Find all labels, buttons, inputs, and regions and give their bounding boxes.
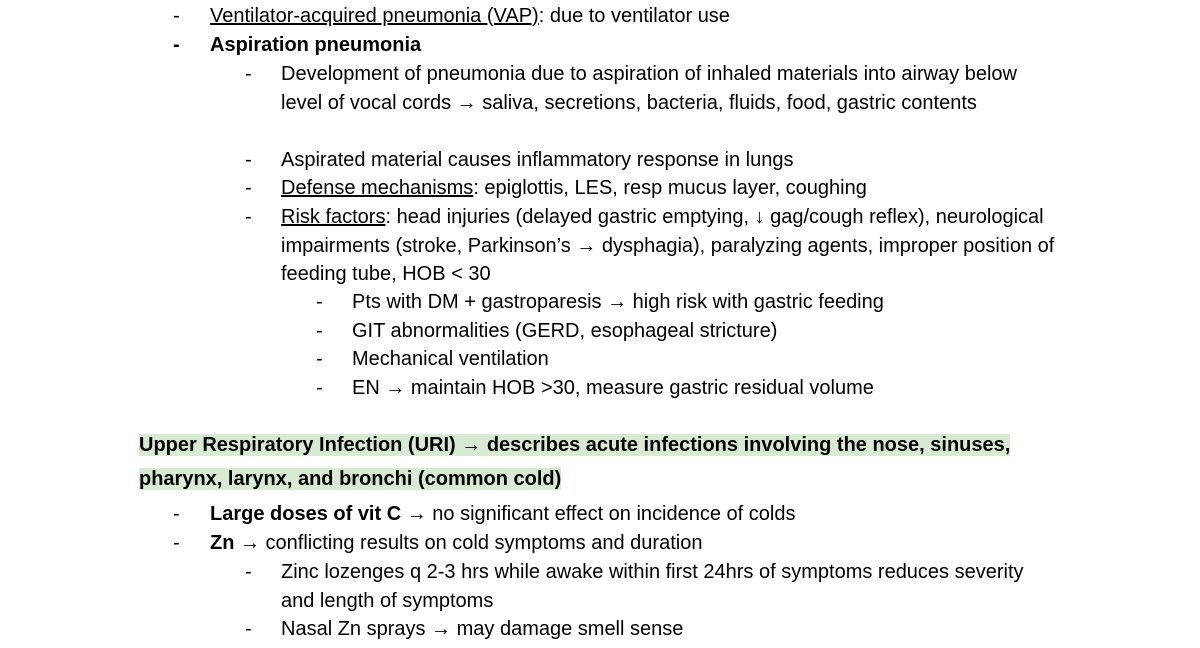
bullet-dash: - bbox=[316, 320, 323, 342]
vap-text: : due to ventilator use bbox=[538, 5, 730, 27]
uri-heading-text: Upper Respiratory Infection (URI) → describes acute infections involving the nose, sinuses, pharynx, larynx, and bronchi (common cold) bbox=[139, 434, 1011, 490]
risk-text: : head injuries (delayed gastric emptying, ↓ gag/cough reflex), neurological impairments (stroke, Parkinson’s → dysphagia), paralyzing agents, improper position of feeding tube, HOB < 30 bbox=[281, 206, 1055, 286]
zn-sub-text: Zinc lozenges q 2-3 hrs while awake within first 24hrs of symptoms reduces severity and length of symptoms bbox=[281, 561, 1024, 612]
bullet-dash: - bbox=[245, 561, 252, 583]
bullet-dash: - bbox=[245, 63, 252, 85]
zn-label: Zn bbox=[210, 532, 235, 554]
vap-label: Ventilator-acquired pneumonia (VAP) bbox=[210, 5, 539, 27]
bullet-dash: - bbox=[316, 291, 323, 313]
zn-text: → conflicting results on cold symptoms and duration bbox=[234, 532, 703, 554]
zn-sub-text: Nasal Zn sprays → may damage smell sense bbox=[281, 618, 684, 640]
bullet-dash: - bbox=[173, 5, 180, 27]
bullet-dash: - bbox=[173, 34, 180, 56]
development-text: Development of pneumonia due to aspiration of inhaled materials into airway below level of vocal cords → saliva, secretions, bacteria, fluids, food, gastric contents bbox=[281, 63, 1017, 114]
bullet-dash: - bbox=[173, 503, 180, 525]
aspiration-heading: Aspiration pneumonia bbox=[210, 34, 422, 56]
defense-text: : epiglottis, LES, resp mucus layer, coughing bbox=[473, 177, 867, 199]
aspirated-material-text: Aspirated material causes inflammatory response in lungs bbox=[281, 149, 794, 171]
bullet-dash: - bbox=[316, 348, 323, 370]
vitc-text: → no significant effect on incidence of colds bbox=[401, 503, 796, 525]
risk-label: Risk factors bbox=[281, 206, 386, 228]
bullet-dash: - bbox=[173, 532, 180, 554]
bullet-dash: - bbox=[316, 377, 323, 399]
risk-sub-text: Pts with DM + gastroparesis → high risk with gastric feeding bbox=[352, 291, 884, 313]
risk-sub-text: Mechanical ventilation bbox=[352, 348, 549, 370]
bullet-dash: - bbox=[245, 618, 252, 640]
risk-sub-text: GIT abnormalities (GERD, esophageal stricture) bbox=[352, 320, 778, 342]
bullet-dash: - bbox=[245, 206, 252, 228]
defense-label: Defense mechanisms bbox=[281, 177, 474, 199]
bullet-dash: - bbox=[245, 177, 252, 199]
bullet-dash: - bbox=[245, 149, 252, 171]
risk-sub-text: EN → maintain HOB >30, measure gastric residual volume bbox=[352, 377, 874, 399]
vitc-label: Large doses of vit C bbox=[210, 503, 402, 525]
uri-heading bbox=[139, 428, 1039, 496]
